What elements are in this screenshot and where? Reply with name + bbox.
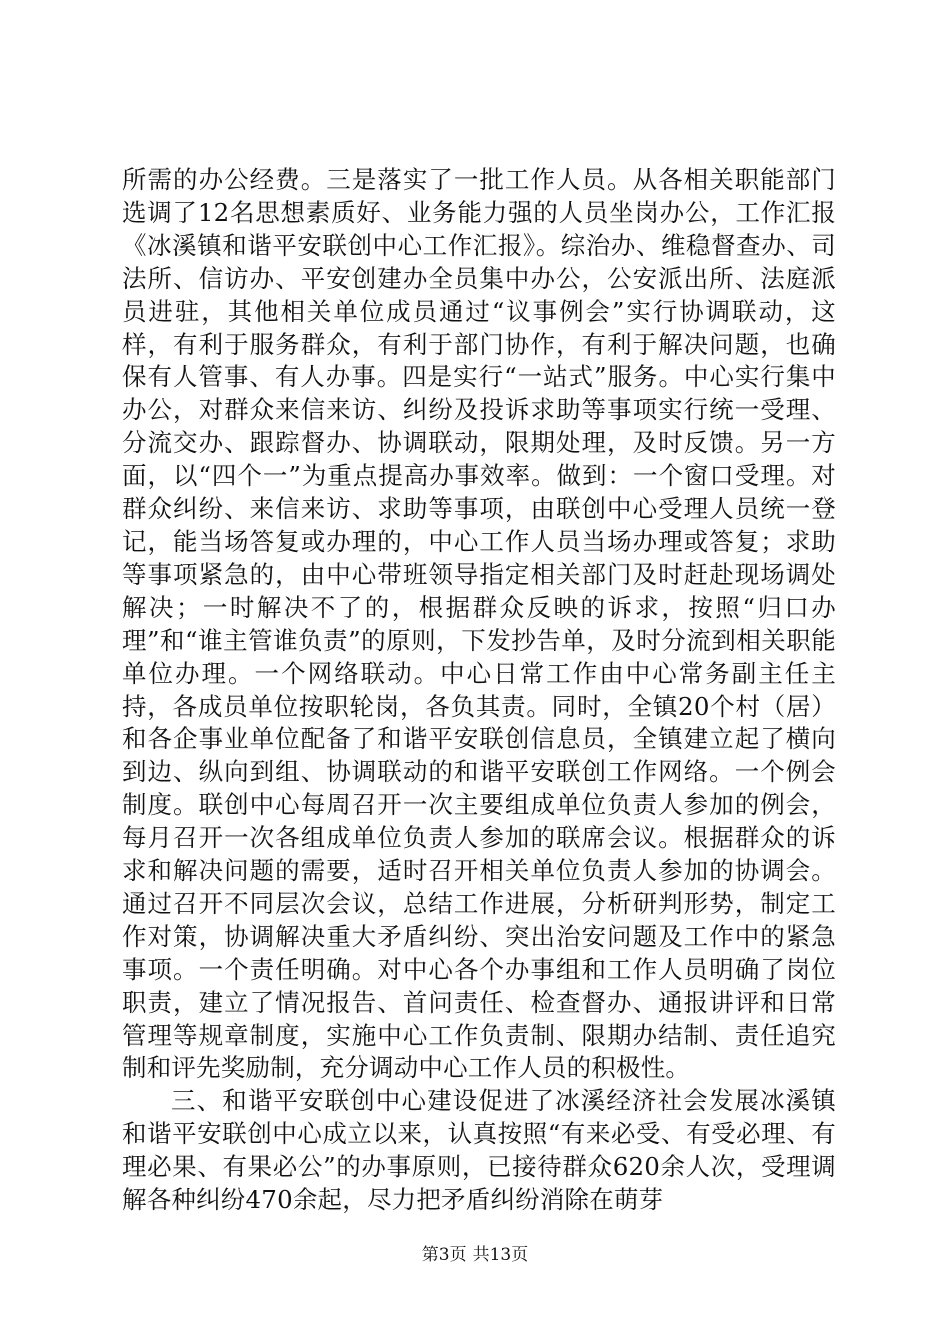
page-footer bbox=[0, 1240, 950, 1265]
page-total: 共13页 bbox=[472, 1245, 529, 1265]
document-body bbox=[122, 164, 836, 1217]
paragraph-continued: 所需的办公经费。三是落实了一批工作人员。从各相关职能部门选调了12名思想素质好、业务能力强的人员坐岗办公，工作汇报《冰溪镇和谐平安联创中心工作汇报》。综治办、维稳督查办、司法所、信访办、平安创建办全员集中办公，公安派出所、法庭派员进驻，其他相关单位成员通过“议事例会”实行协调联动，这样，有利于服务群众，有利于部门协作，有利于解决问题，也确保有人管事、有人办事。四是实行“一站式”服务。中心实行集中办公，对群众来信来访、纠纷及投诉求助等事项实行统一受理、分流交办、跟踪督办、协调联动，限期处理，及时反馈。另一方面，以“四个一”为重点提高办事效率。做到：一个窗口受理。对群众纠纷、来信来访、求助等事项，由联创中心受理人员统一登记，能当场答复或办理的，中心工作人员当场办理或答复；求助等事项紧急的，由中心带班领导指定相关部门及时赶赴现场调处解决；一时解决不了的，根据群众反映的诉求，按照“归口办理”和“谁主管谁负责”的原则，下发抄告单，及时分流到相关职能单位办理。一个网络联动。中心日常工作由中心常务副主任主持，各成员单位按职轮岗，各负其责。同时，全镇20个村（居）和各企事业单位配备了和谐平安联创信息员，全镇建立起了横向到边、纵向到组、协调联动的和谐平安联创工作网络。一个例会制度。联创中心每周召开一次主要组成单位负责人参加的例会，每月召开一次各组成单位负责人参加的联席会议。根据群众的诉求和解决问题的需要，适时召开相关单位负责人参加的协调会。通过召开不同层次会议，总结工作进展，分析研判形势，制定工作对策，协调解决重大矛盾纠纷、突出治安问题及工作中的紧急事项。一个责任明确。对中心各个办事组和工作人员明确了岗位职责，建立了情况报告、首问责任、检查督办、通报讲评和日常管理等规章制度，实施中心工作负责制、限期办结制、责任追究制和评先奖励制，充分调动中心工作人员的积极性。 bbox=[122, 165, 836, 1083]
paragraph-section-three: 三、和谐平安联创中心建设促进了冰溪经济社会发展冰溪镇和谐平安联创中心成立以来，认真按照“有来必受、有受必理、有理必果、有果必公”的办事原则，已接待群众620余人次，受理调解各种纠纷470余起，尽力把矛盾纠纷消除在萌芽 bbox=[122, 1086, 836, 1215]
page-number: 第3页 bbox=[421, 1245, 467, 1265]
